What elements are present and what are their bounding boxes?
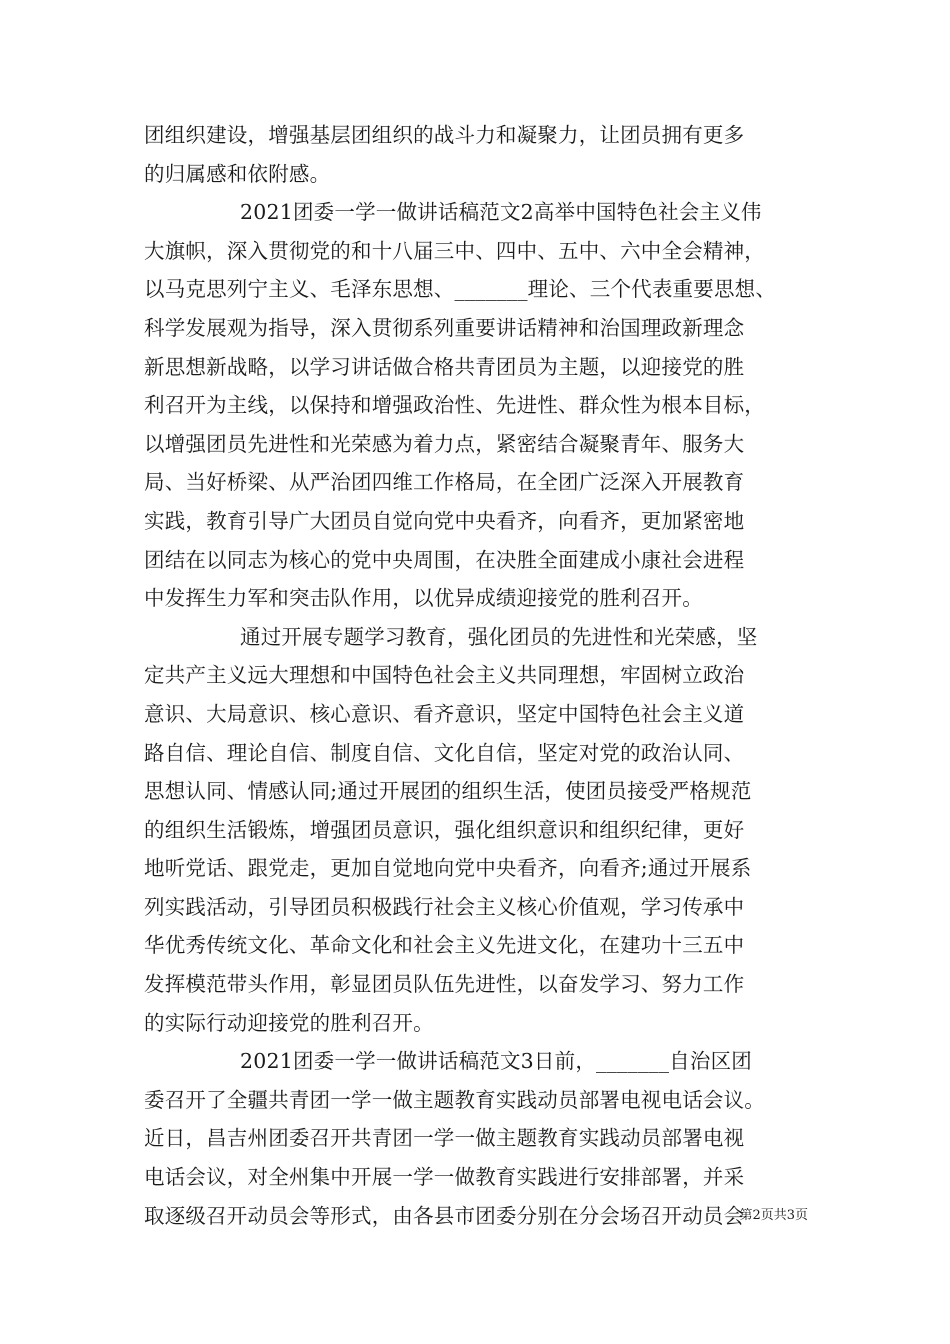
text-line: 华优秀传统文化、革命文化和社会主义先进文化，在建功十三五中 bbox=[144, 933, 745, 958]
text-line: 团结在以同志为核心的党中央周围，在决胜全面建成小康社会进程 bbox=[144, 547, 745, 572]
page-number-footer: 第2页共3页 bbox=[739, 1208, 808, 1223]
text-line: 局、当好桥梁、从严治团四维工作格局，在全团广泛深入开展教育 bbox=[144, 470, 745, 495]
text-line: 委召开了全疆共青团一学一做主题教育实践动员部署电视电话会议。 bbox=[144, 1087, 765, 1112]
text-line: 的组织生活锻炼，增强团员意识，强化组织意识和组织纪律，更好 bbox=[144, 817, 745, 842]
text-line-paragraph-start: 2021团委一学一做讲话稿范文2高举中国特色社会主义伟 bbox=[240, 200, 762, 225]
text-line: 列实践活动，引导团员积极践行社会主义核心价值观，学习传承中 bbox=[144, 894, 745, 919]
text-line: 利召开为主线，以保持和增强政治性、先进性、群众性为根本目标， bbox=[144, 393, 765, 418]
text-line: 团组织建设，增强基层团组织的战斗力和凝聚力，让团员拥有更多 bbox=[144, 123, 745, 147]
body-text bbox=[144, 116, 824, 1235]
text-line: 大旗帜，深入贯彻党的和十八届三中、四中、五中、六中全会精神， bbox=[144, 238, 765, 263]
text-line: 路自信、理论自信、制度自信、文化自信，坚定对党的政治认同、 bbox=[144, 740, 745, 765]
text-line: 电话会议，对全州集中开展一学一做教育实践进行安排部署，并采 bbox=[144, 1165, 745, 1190]
text-line: 定共产主义远大理想和中国特色社会主义共同理想，牢固树立政治 bbox=[144, 663, 745, 688]
text-line: 科学发展观为指导，深入贯彻系列重要讲话精神和治国理政新理念 bbox=[144, 315, 745, 340]
text-line: 思想认同、情感认同;通过开展团的组织生活，使团员接受严格规范 bbox=[144, 779, 752, 804]
text-line: 地听党话、跟党走，更加自觉地向党中央看齐，向看齐;通过开展系 bbox=[144, 856, 752, 881]
text-line: 发挥模范带头作用，彰显团员队伍先进性，以奋发学习、努力工作 bbox=[144, 972, 745, 997]
text-line: 以增强团员先进性和光荣感为着力点，紧密结合凝聚青年、服务大 bbox=[144, 431, 745, 456]
text-line: 中发挥生力军和突击队作用，以优异成绩迎接党的胜利召开。 bbox=[144, 586, 703, 611]
text-line: 的归属感和依附感。 bbox=[144, 161, 331, 186]
text-line: 意识、大局意识、核心意识、看齐意识，坚定中国特色社会主义道 bbox=[144, 701, 745, 726]
text-line: 的实际行动迎接党的胜利召开。 bbox=[144, 1010, 434, 1035]
text-line: 以马克思列宁主义、毛泽东思想、_______理论、三个代表重要思想、 bbox=[144, 277, 777, 302]
text-line-paragraph-start: 2021团委一学一做讲话稿范文3日前，_______自治区团 bbox=[240, 1049, 752, 1074]
text-line: 近日，昌吉州团委召开共青团一学一做主题教育实践动员部署电视 bbox=[144, 1126, 745, 1151]
text-line: 新思想新战略，以学习讲话做合格共青团员为主题，以迎接党的胜 bbox=[144, 354, 745, 379]
text-line-paragraph-start: 通过开展专题学习教育，强化团员的先进性和光荣感，坚 bbox=[240, 624, 758, 649]
text-line: 实践，教育引导广大团员自觉向党中央看齐，向看齐，更加紧密地 bbox=[144, 508, 745, 533]
text-line: 取逐级召开动员会等形式，由各县市团委分别在分会场召开动员会 bbox=[144, 1203, 745, 1228]
